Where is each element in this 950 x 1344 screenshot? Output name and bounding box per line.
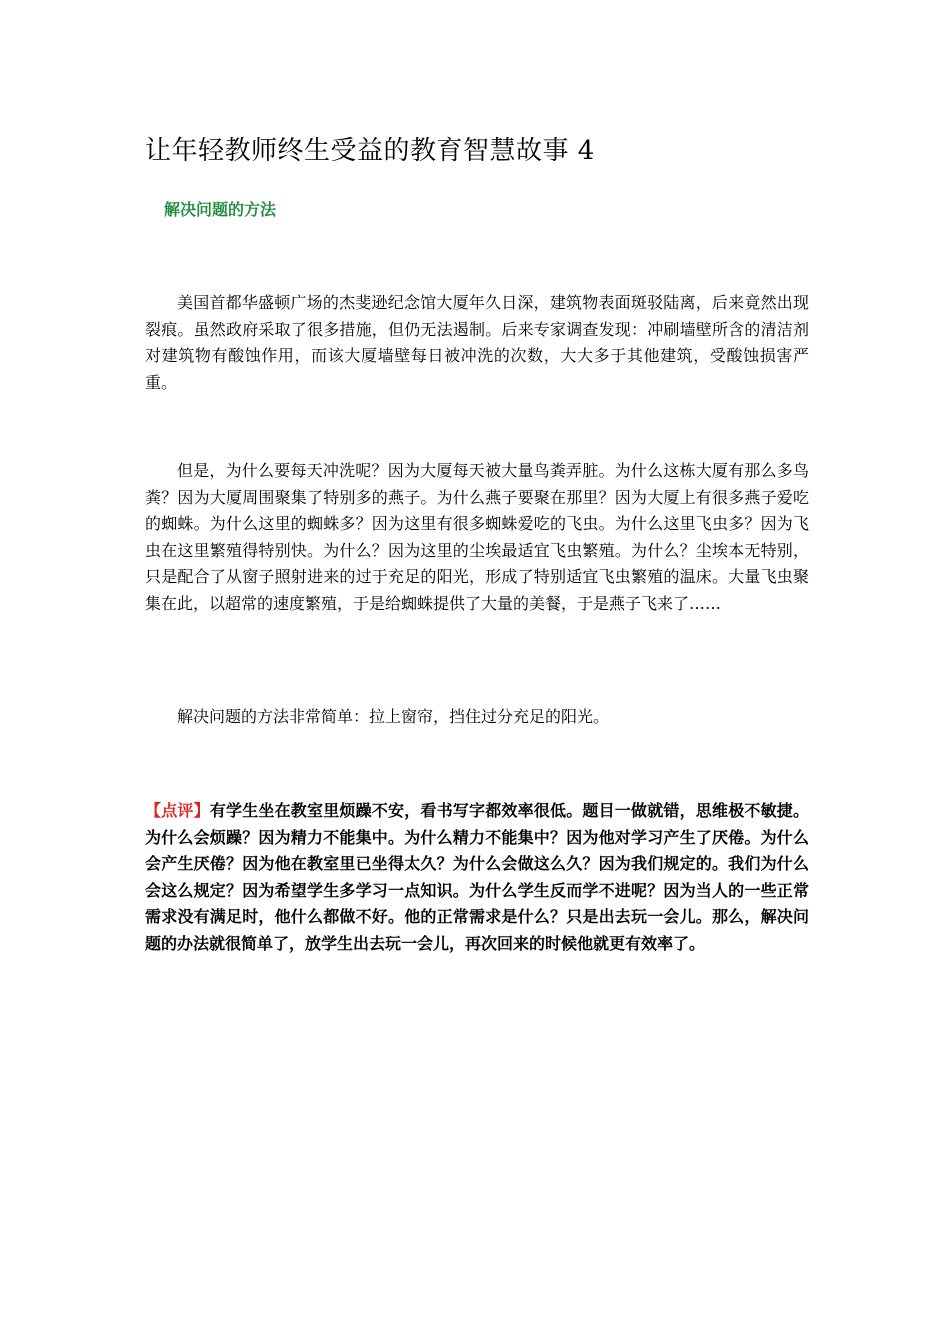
- paragraph-2: 但是，为什么要每天冲洗呢？因为大厦每天被大量鸟粪弄脏。为什么这栋大厦有那么多鸟粪？因为大厦周围聚集了特别多的燕子。为什么燕子要聚在那里？因为大厦上有很多燕子爱吃的蜘蛛。为什么这里的蜘蛛多？因为这里有很多蜘蛛爱吃的飞虫。为什么这里飞虫多？因为飞虫在这里繁殖得特别快。为什么？因为这里的尘埃最适宜飞虫繁殖。为什么？尘埃本无特别，只是配合了从窗子照射进来的过于充足的阳光，形成了特别适宜飞虫繁殖的温床。大量飞虫聚集在此，以超常的速度繁殖，于是给蜘蛛提供了大量的美餐，于是燕子飞来了……: [145, 461, 809, 613]
- commentary-text: 有学生坐在教室里烦躁不安，看书写字都效率很低。题目一做就错，思维极不敏捷。为什么会烦躁？因为精力不能集中。为什么精力不能集中？因为他对学习产生了厌倦。为什么会产生厌倦？因为他在教室里已坐得太久？为什么会做这么久？因为我们规定的。我们为什么会这么规定？因为希望学生多学习一点知识。为什么学生反而学不进呢？因为当人的一些正常需求没有满足时，他什么都做不好。他的正常需求是什么？只是出去玩一会儿。那么，解决问题的办法就很简单了，放学生出去玩一会儿，再次回来的时候他就更有效率了。: [145, 801, 809, 953]
- commentary-label: 【点评】: [145, 801, 210, 820]
- section-subtitle: 解决问题的方法: [164, 200, 277, 219]
- paragraph-3: 解决问题的方法非常简单：拉上窗帘，挡住过分充足的阳光。: [177, 707, 610, 726]
- document-title: 让年轻教师终生受益的教育智慧故事 4: [145, 136, 595, 166]
- commentary: [145, 798, 809, 957]
- paragraph-1: 美国首都华盛顿广场的杰斐逊纪念馆大厦年久日深，建筑物表面斑驳陆离，后来竟然出现裂痕。虽然政府采取了很多措施，但仍无法遏制。后来专家调查发现：冲刷墙壁所含的清洁剂对建筑物有酸蚀作用，而该大厦墙壁每日被冲洗的次数，大大多于其他建筑，受酸蚀损害严重。: [145, 293, 809, 392]
